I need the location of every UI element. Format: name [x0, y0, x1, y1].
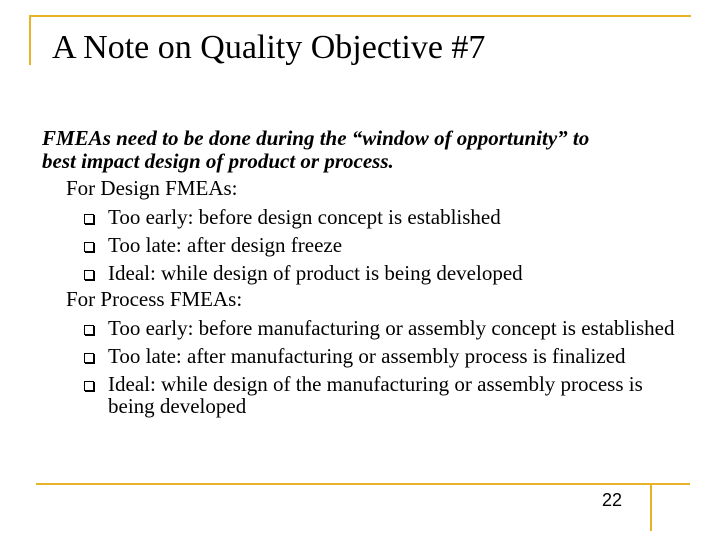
- design-bullet: [106, 234, 682, 256]
- checkbox-bullet-icon: [84, 325, 94, 335]
- design-fmea-heading: For Design FMEAs:: [66, 176, 238, 200]
- process-bullet: [106, 345, 682, 367]
- bottom-rule-horizontal: [36, 483, 690, 485]
- slide-title: A Note on Quality Objective #7: [52, 29, 486, 66]
- checkbox-bullet-icon: [84, 381, 94, 391]
- checkbox-bullet-icon: [84, 270, 94, 280]
- bullet-text: Too late: after design freeze: [108, 233, 343, 257]
- bullet-text: Too late: after manufacturing or assembly process is finalized: [108, 344, 626, 368]
- checkbox-bullet-icon: [84, 242, 94, 252]
- process-bullet: [106, 373, 682, 417]
- bullet-text: Too early: before design concept is established: [108, 205, 501, 229]
- bottom-rule-vertical: [650, 483, 652, 531]
- top-rule-vertical: [29, 15, 31, 65]
- process-fmea-heading: For Process FMEAs:: [66, 287, 243, 311]
- page-number: 22: [602, 490, 623, 510]
- lead-line-2: best impact design of product or process.: [42, 149, 394, 173]
- process-bullet: [106, 317, 682, 339]
- bullet-text: Ideal: while design of the manufacturing or assembly process is being developed: [108, 372, 643, 418]
- bullet-text: Ideal: while design of product is being developed: [108, 261, 523, 285]
- checkbox-bullet-icon: [84, 353, 94, 363]
- checkbox-bullet-icon: [84, 214, 94, 224]
- bullet-text: Too early: before manufacturing or assembly concept is established: [108, 316, 675, 340]
- lead-line-1: FMEAs need to be done during the “window of opportunity” to: [42, 126, 590, 150]
- top-rule-horizontal: [29, 15, 691, 17]
- slide-body: [42, 127, 682, 417]
- design-bullet: [106, 206, 682, 228]
- design-bullet: [106, 262, 682, 284]
